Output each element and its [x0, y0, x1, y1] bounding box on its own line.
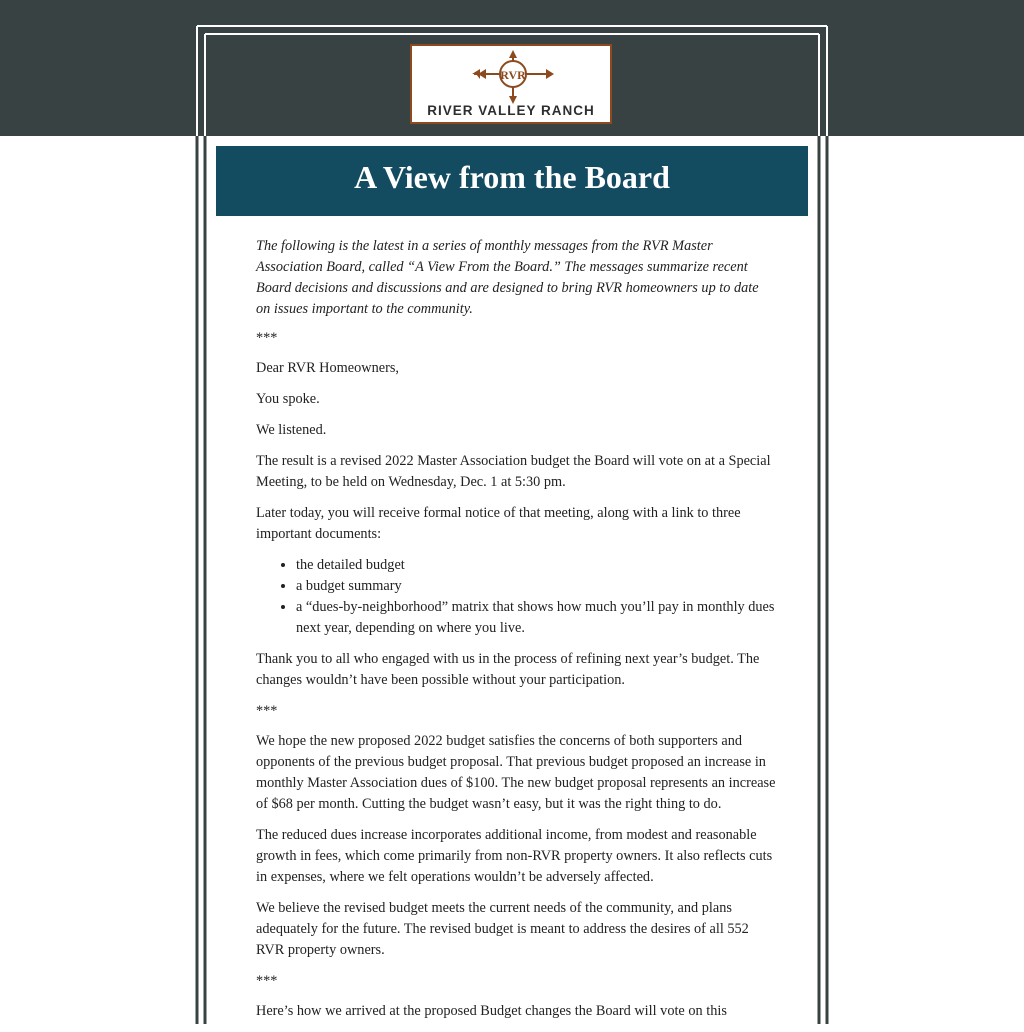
list-item: • a budget summary	[296, 576, 776, 597]
salutation: Dear RVR Homeowners,	[256, 360, 399, 376]
paragraph: Later today, you will receive formal notice of that meeting, along with a link to three important documents:	[256, 505, 741, 542]
paragraph: You spoke.	[256, 391, 320, 407]
paragraph: The reduced dues increase incorporates additional income, from modest and reasonable growth in fees, which come primarily from non-RVR property owners. It also reflects cuts in expenses, where we felt operations wouldn’t be adversely affected.	[256, 827, 773, 885]
paragraph: We listened.	[256, 422, 327, 438]
paragraph: We hope the new proposed 2022 budget satisfies the concerns of both supporters and opponents of the previous budget proposal. That previous budget proposed an increase in monthly Master Association dues of $100. The new budget proposal represents an increase of $68 per month. Cutting the budget wasn’t easy, but it was the right thing to do.	[256, 733, 776, 812]
separator: ***	[256, 973, 278, 989]
compass-arrow-icon	[468, 50, 558, 106]
paragraph: We believe the revised budget meets the current needs of the community, and plans adequately for the future. The revised budget is meant to address the desires of all 552 RVR property owners.	[256, 900, 749, 958]
list-item: • a “dues-by-neighborhood” matrix that shows how much you’ll pay in monthly dues next year, depending on where you live.	[296, 597, 776, 639]
paragraph: Thank you to all who engaged with us in the process of refining next year’s budget. The changes wouldn’t have been possible without your participation.	[256, 651, 760, 688]
article-body	[256, 236, 776, 1032]
page-title: A View from the Board	[216, 146, 808, 216]
logo-monogram: RVR	[500, 68, 526, 82]
separator: ***	[256, 330, 278, 346]
paragraph: Here’s how we arrived at the proposed Budget changes the Board will vote on this	[256, 1003, 727, 1019]
paragraph: The result is a revised 2022 Master Association budget the Board will vote on at a Special Meeting, to be held on Wednesday, Dec. 1 at 5:30 pm.	[256, 453, 771, 490]
separator: ***	[256, 703, 278, 719]
intro-paragraph: The following is the latest in a series of monthly messages from the RVR Master Association Board, called “A View From the Board.” The messages summarize recent Board decisions and discussions and are designed to bring RVR homeowners up to date on issues important to the community.	[256, 238, 759, 317]
list-item: • the detailed budget	[296, 555, 776, 576]
rvr-logo[interactable]	[410, 44, 612, 124]
logo-text: RIVER VALLEY RANCH	[427, 103, 595, 118]
documents-list	[256, 555, 776, 639]
